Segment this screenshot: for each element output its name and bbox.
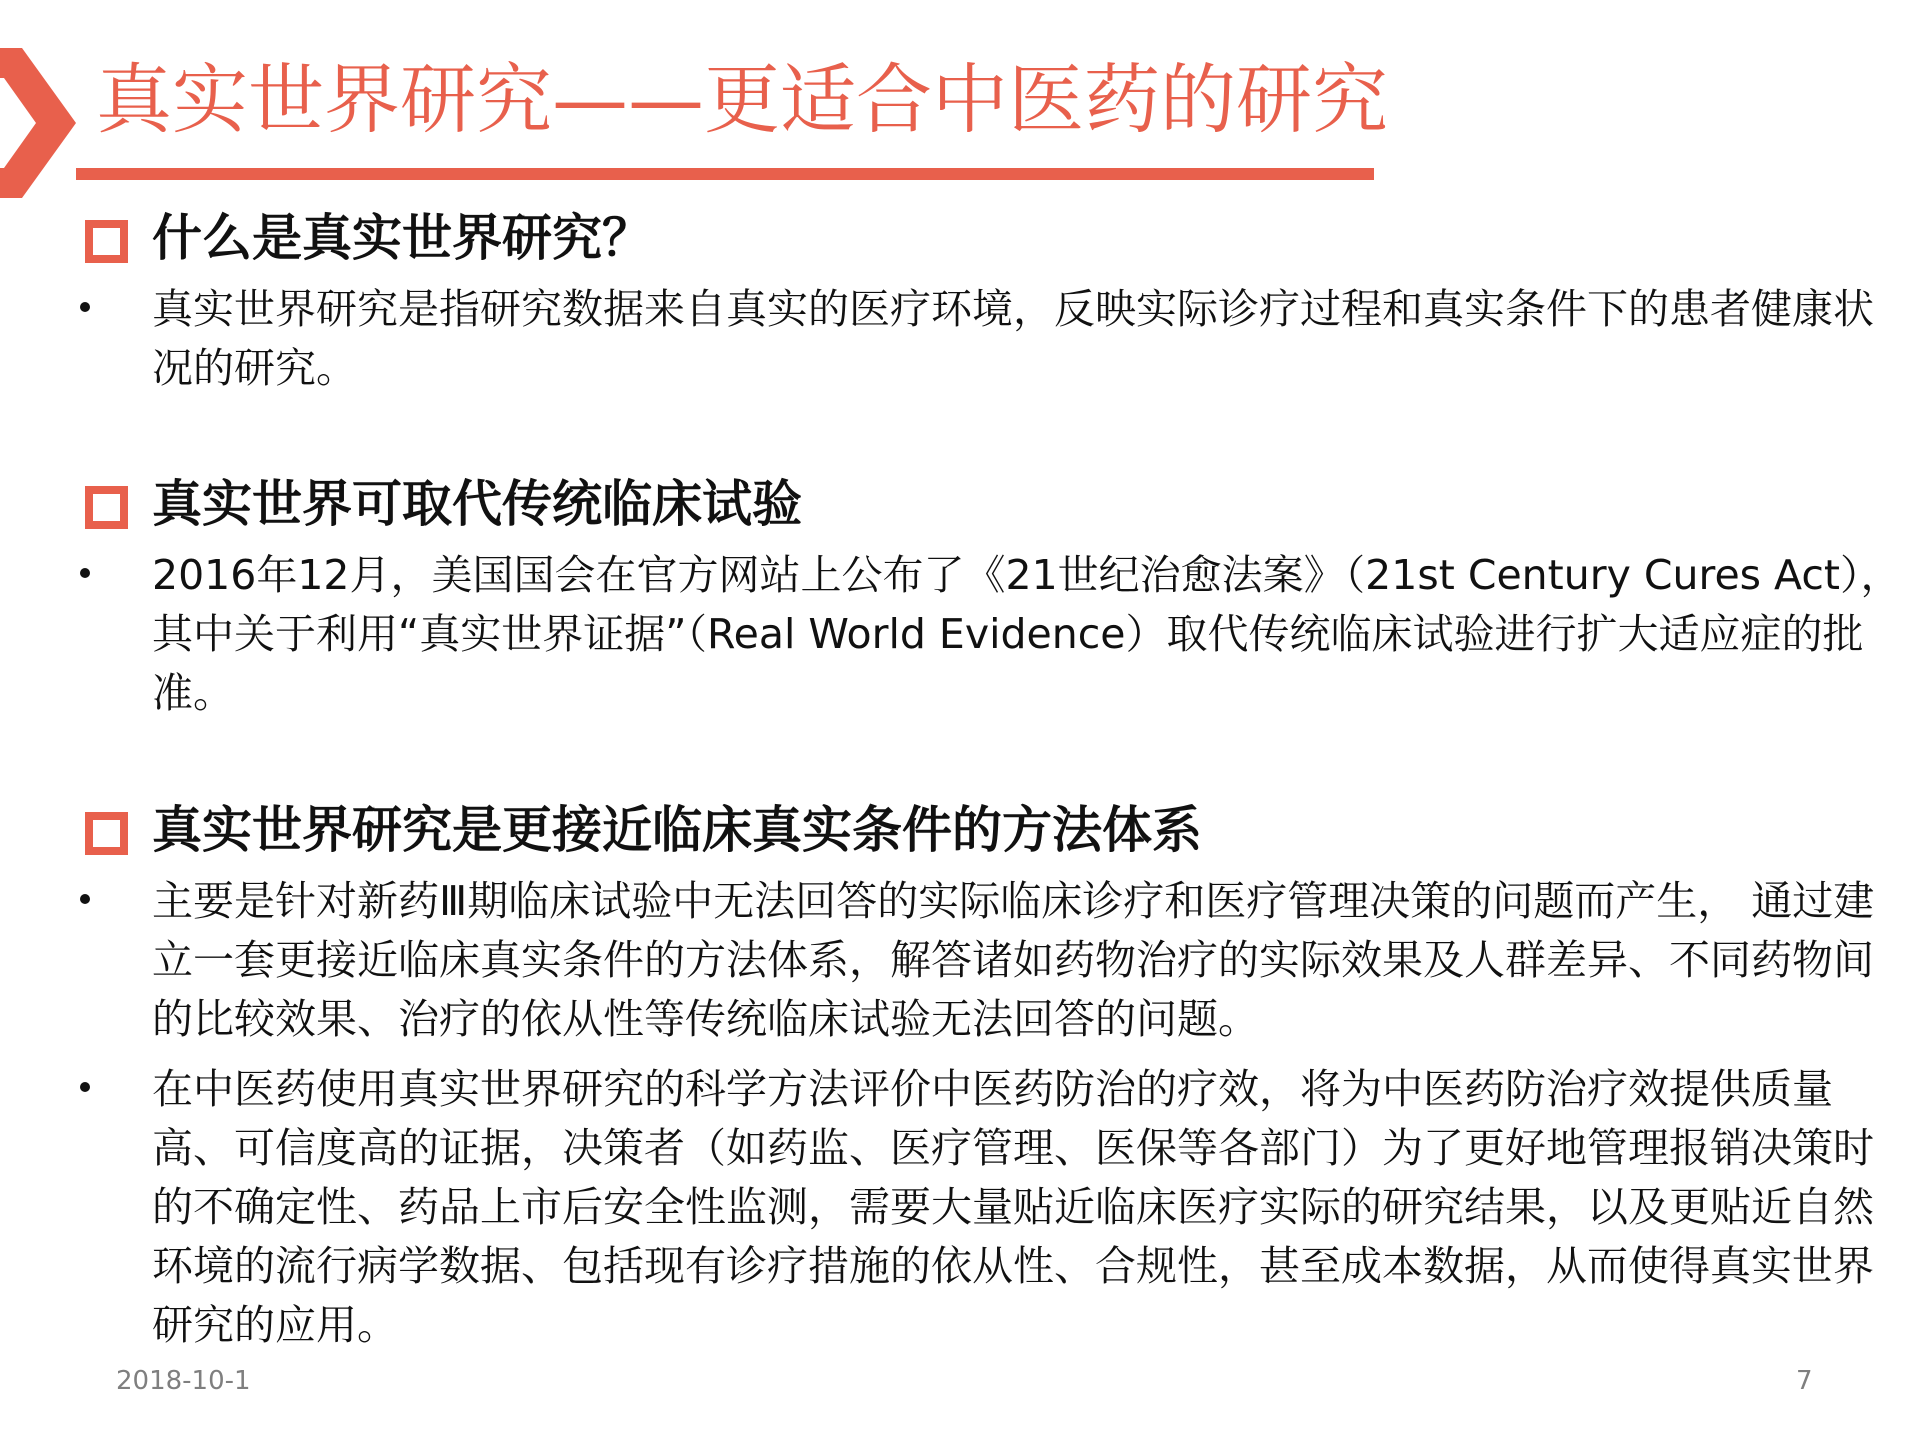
section-heading: 真实世界研究是更接近临床真实条件的方法体系 — [152, 801, 1202, 859]
title-underline — [76, 168, 1374, 180]
bullet-dot-icon — [80, 302, 90, 312]
bullet-text: 2016年12月，美国国会在官方网站上公布了《21世纪治愈法案》（21st Century Cures Act），其中关于利用“真实世界证据”（Real World Evidence）取代传统临床试验进行扩大适应症的批准。 — [152, 551, 1902, 717]
square-bullet-icon — [85, 812, 128, 855]
bullet-dot-icon — [80, 1082, 90, 1092]
section-heading: 什么是真实世界研究？ — [152, 209, 652, 267]
slide-title: 真实世界研究——更适合中医药的研究 — [96, 55, 1388, 144]
square-bullet-icon — [85, 220, 128, 263]
bullet-text: 在中医药使用真实世界研究的科学方法评价中医药防治的疗效，将为中医药防治疗效提供质量高、可信度高的证据，决策者（如药监、医疗管理、医保等各部门）为了更好地管理报销决策时的不确定性、药品上市后安全性监测，需要大量贴近临床医疗实际的研究结果，以及更贴近自然环境的流行病学数据、包括现有诊疗措施的依从性、合规性，甚至成本数据，从而使得真实世界研究的应用。 — [152, 1065, 1874, 1349]
bullet-dot-icon — [80, 894, 90, 904]
bullet-text: 真实世界研究是指研究数据来自真实的医疗环境，反映实际诊疗过程和真实条件下的患者健康状况的研究。 — [152, 285, 1874, 392]
page-number: 7 — [1796, 1366, 1813, 1396]
section-heading: 真实世界可取代传统临床试验 — [152, 475, 802, 533]
title-chevron-icon — [0, 48, 80, 198]
bullet-text: 主要是针对新药Ⅲ期临床试验中无法回答的实际临床诊疗和医疗管理决策的问题而产生， 通过建立一套更接近临床真实条件的方法体系，解答诸如药物治疗的实际效果及人群差异、不同药物间的比较效果、治疗的依从性等传统临床试验无法回答的问题。 — [152, 877, 1875, 1043]
bullet-dot-icon — [80, 568, 90, 578]
footer-date: 2018-10-1 — [116, 1366, 251, 1396]
square-bullet-icon — [85, 486, 128, 529]
